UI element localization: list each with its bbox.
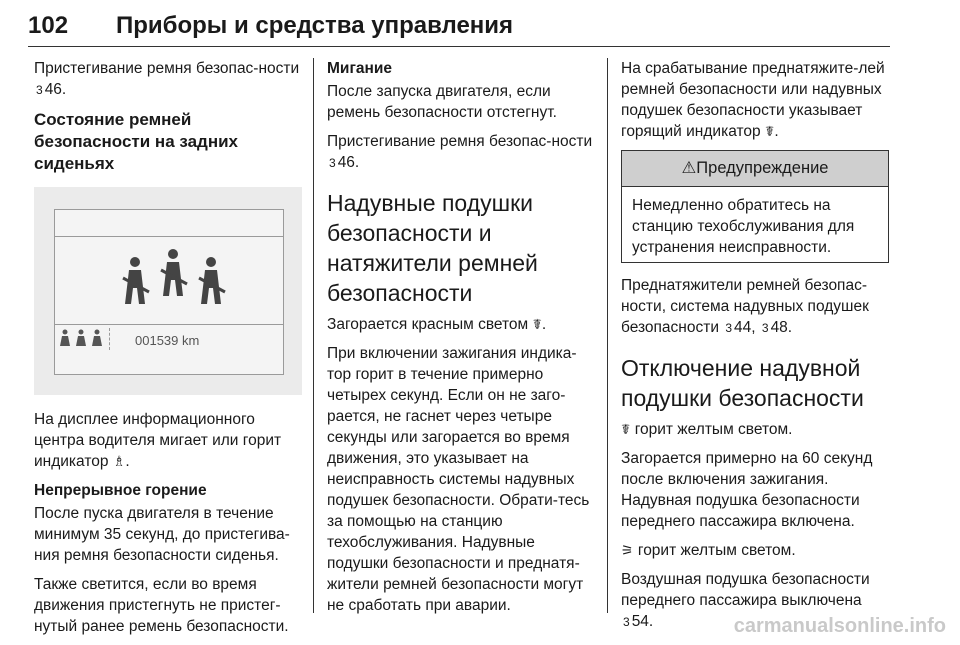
system-ref-text: Преднатяжители ремней безопас-ности, система надувных подушек безопасности 3 44, 3 48. bbox=[621, 277, 869, 336]
airbag-icon: ☤ bbox=[764, 123, 775, 139]
airbag-main-text: При включении зажигания индика-тор горит в течение примерно четырех секунд. Если он не заго-рается, не гаснет через четыре секунды или загорается во время движения, это указывает на неисправность системы надувных подушек безопасности. Обрати-тесь за помощью на станцию техобслуживания. Надувные подушки безопасности и преднатя-жители ремней безопасности могут не сработать при аварии. bbox=[327, 345, 590, 614]
indicator-paragraph: На дисплее информационного центра водителя мигает или горит индикатор ♗. bbox=[34, 411, 282, 470]
flash-text: После запуска двигателя, если ремень безопасности отстегнут. bbox=[327, 83, 557, 121]
steady-text: После пуска двигателя в течение минимум 35 секунд, до пристегива-ния ремня безопасности сиденья. bbox=[34, 505, 290, 564]
display-panel bbox=[54, 209, 284, 375]
ref-paragraph: Пристегивание ремня безопас-ности 3 46. bbox=[327, 133, 593, 171]
flash-title: Мигание bbox=[327, 60, 393, 77]
warning-header bbox=[622, 151, 888, 187]
intro-paragraph: Пристегивание ремня безопас-ности 3 46. bbox=[34, 60, 300, 98]
watermark: carmanualsonline.info bbox=[733, 615, 946, 637]
page-reference[interactable]: 48. bbox=[770, 319, 793, 336]
reference-arrow-icon: 3 bbox=[36, 83, 43, 97]
airbag-on-icon: ☤ bbox=[621, 421, 631, 437]
reference-arrow-icon: 3 bbox=[623, 615, 630, 629]
seatbelt-icon bbox=[161, 249, 187, 296]
warning-text: Немедленно обратитесь на станцию техобслуживания для устранения неисправности. bbox=[632, 197, 855, 256]
airbag-icon: ☤ bbox=[532, 316, 542, 332]
column-2 bbox=[327, 58, 595, 624]
seatbelt-icon bbox=[199, 257, 225, 304]
column-divider bbox=[313, 58, 314, 613]
display-figure bbox=[34, 187, 302, 395]
driving-text: Также светится, если во время движения пристегнуть не пристег-нутый ранее ремень безопасности. bbox=[34, 576, 289, 635]
page-reference[interactable]: 46. bbox=[337, 154, 360, 171]
airbag-off-description: Воздушная подушка безопасности переднего пассажира выключена 3 54. bbox=[621, 571, 870, 630]
page-reference[interactable]: 54. bbox=[631, 613, 654, 630]
warning-box bbox=[621, 150, 889, 263]
airbag-on-text: ☤ горит желтым светом. bbox=[621, 421, 793, 438]
red-indicator-text: Загорается красным светом ☤. bbox=[327, 316, 547, 333]
airbag-off-icon: ⚞ bbox=[621, 542, 634, 558]
section-heading: Состояние ремней безопасности на задних сиденьях bbox=[34, 110, 239, 173]
column-1 bbox=[34, 58, 302, 645]
page-reference[interactable]: 44, bbox=[734, 319, 756, 336]
page-header bbox=[28, 6, 890, 47]
small-seatbelt-icons bbox=[57, 328, 105, 348]
seatbelt-icon bbox=[123, 257, 149, 304]
airbag-on-description: Загорается примерно на 60 секунд после включения зажигания. Надувная подушка безопасности переднего пассажира включена. bbox=[621, 450, 873, 530]
airbag-heading: Надувные подушки безопасности и натяжители ремней безопасности bbox=[327, 190, 538, 306]
column-divider bbox=[607, 58, 608, 613]
pretensioner-text: На срабатывание преднатяжите-лей ремней безопасности или надувных подушек безопасности указывает горящий индикатор ☤. bbox=[621, 60, 885, 140]
warning-icon: ⚠ bbox=[681, 159, 697, 177]
seatbelt-rear-icon: ♗ bbox=[112, 453, 126, 469]
column-3 bbox=[621, 58, 889, 641]
rear-seatbelt-icons bbox=[113, 248, 233, 318]
odometer-readout: 001539 km bbox=[135, 333, 200, 348]
page-reference[interactable]: 46. bbox=[44, 81, 67, 98]
airbag-off-text: ⚞ горит желтым светом. bbox=[621, 542, 796, 559]
running-title: Приборы и средства управления bbox=[116, 12, 514, 39]
reference-arrow-icon: 3 bbox=[329, 156, 336, 170]
warning-title: Предупреждение bbox=[696, 159, 829, 177]
page-number: 102 bbox=[28, 12, 69, 39]
airbag-off-heading: Отключение надувной подушки безопасности bbox=[621, 355, 864, 411]
steady-title: Непрерывное горение bbox=[34, 482, 207, 499]
reference-arrow-icon: 3 bbox=[725, 321, 732, 335]
reference-arrow-icon: 3 bbox=[761, 321, 769, 335]
